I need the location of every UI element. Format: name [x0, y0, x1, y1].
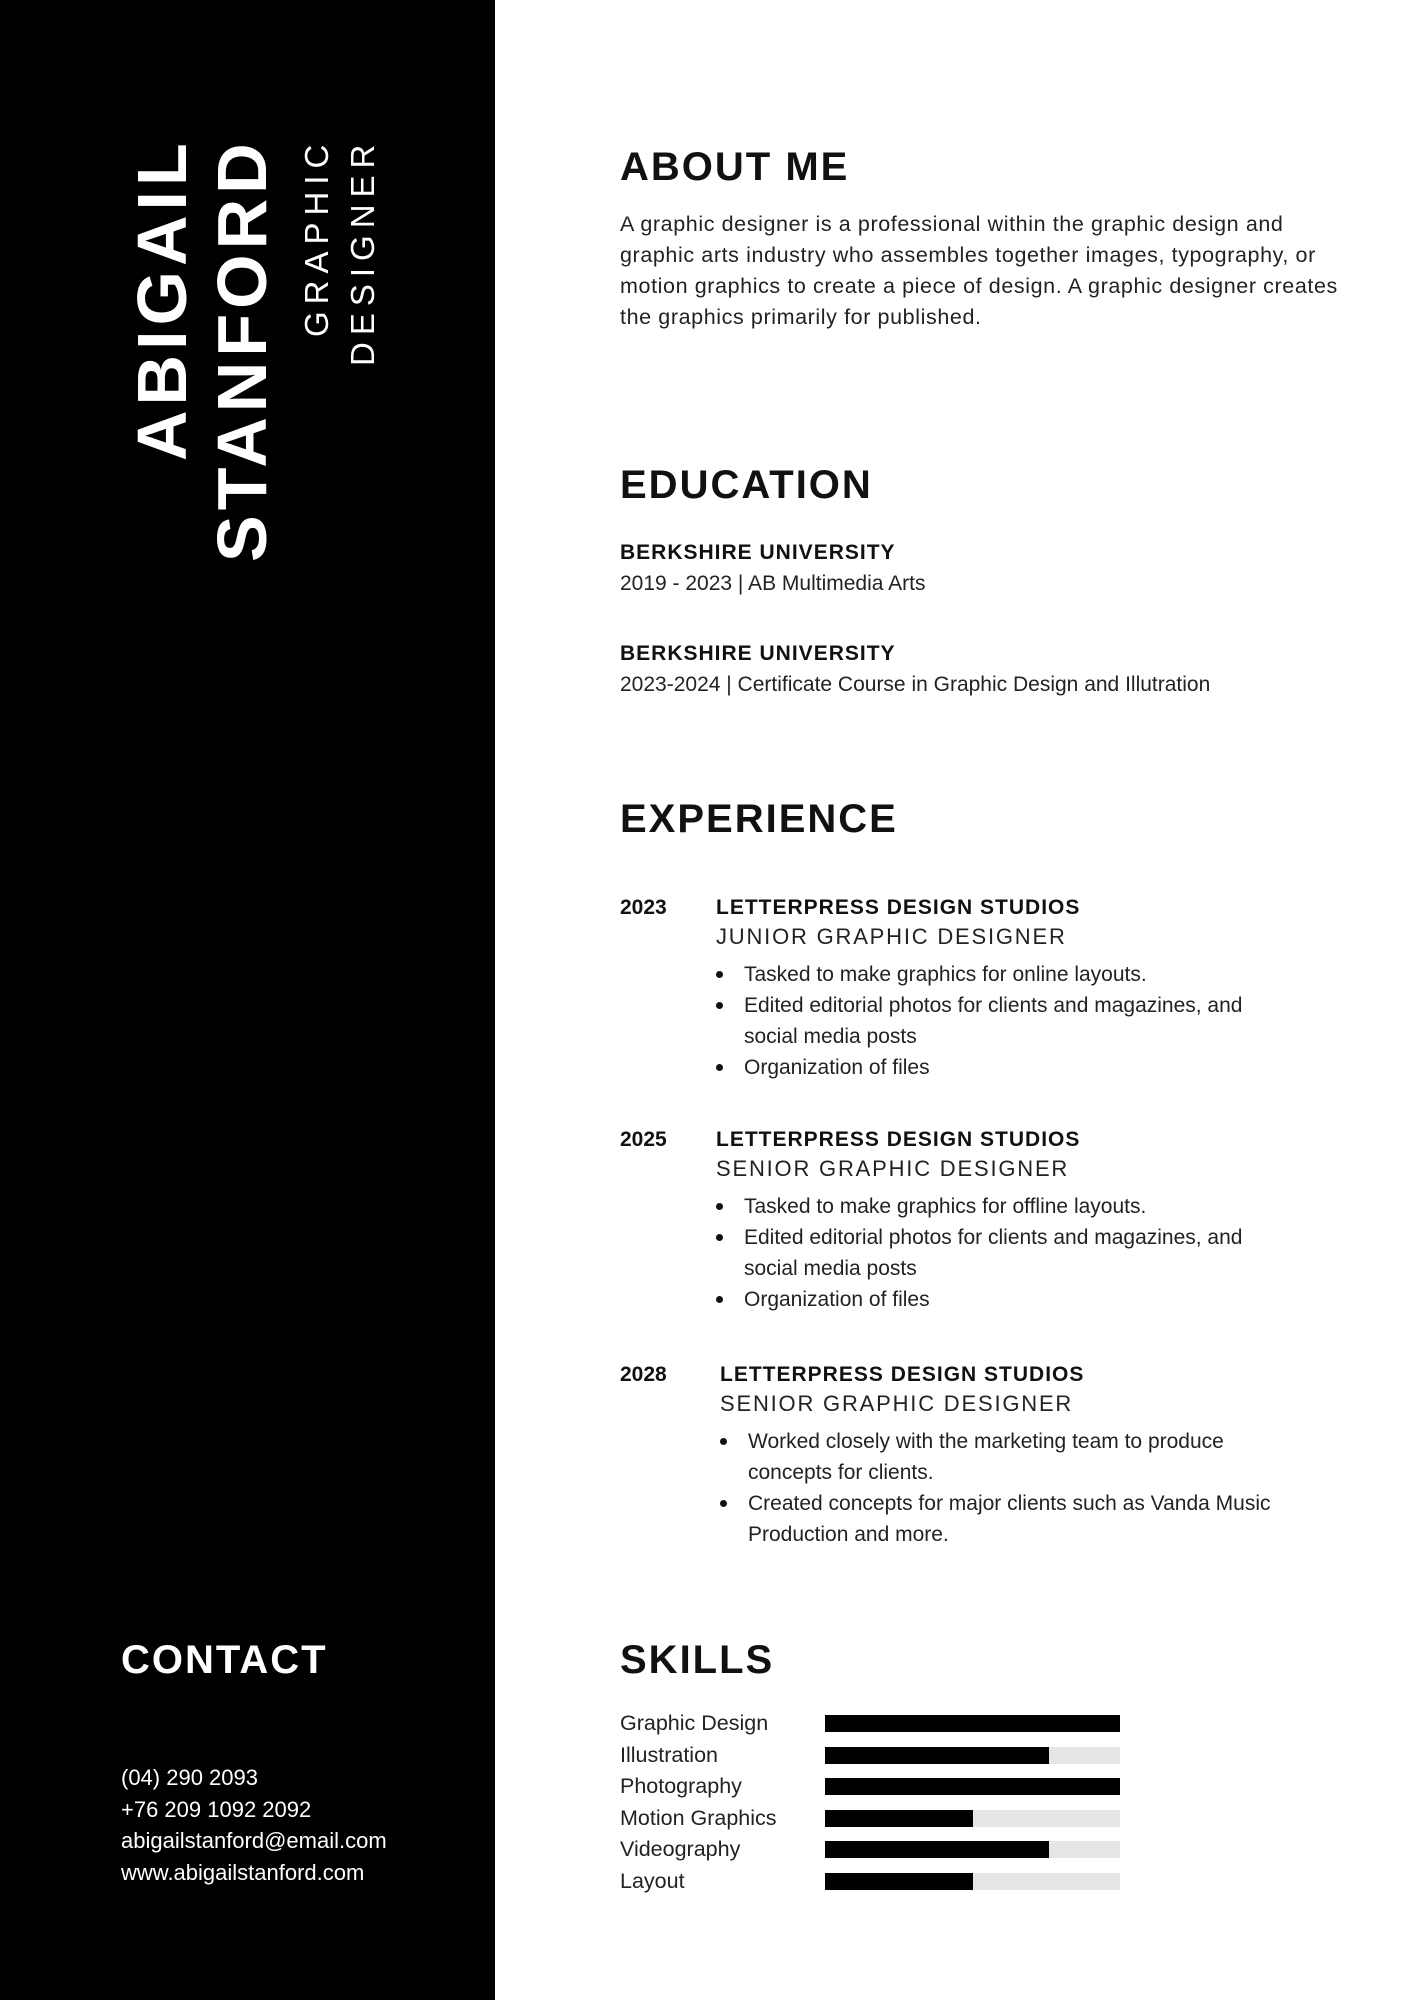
skill-row	[620, 1708, 1340, 1740]
education-section	[620, 461, 1340, 701]
experience-bullet: Organization of files	[716, 1284, 1276, 1315]
about-text: A graphic designer is a professional within the graphic design and graphic arts industry who assembles together images, typography, or motion graphics to create a piece of design. A graphic designer creates the graphics primarily for published.	[620, 212, 1338, 329]
education-detail: 2019 - 2023 | AB Multimedia Arts	[620, 572, 926, 595]
experience-item	[620, 1125, 1340, 1315]
about-section	[620, 143, 1340, 333]
experience-bullet: Tasked to make graphics for online layouts.	[716, 959, 1276, 990]
experience-year: 2028	[620, 1363, 667, 1386]
experience-bullet: Edited editorial photos for clients and magazines, and social media posts	[716, 990, 1276, 1052]
skill-bar-track	[825, 1715, 1120, 1732]
education-school: BERKSHIRE UNIVERSITY	[620, 541, 896, 564]
skill-bar-track	[825, 1810, 1120, 1827]
skill-row	[620, 1771, 1340, 1803]
job-title: GRAPHIC DESIGNER	[298, 138, 381, 367]
experience-heading: EXPERIENCE	[620, 797, 898, 841]
skill-label: Photography	[620, 1774, 742, 1799]
education-item	[620, 538, 1340, 600]
experience-section	[620, 795, 1340, 843]
skill-label: Motion Graphics	[620, 1805, 777, 1830]
last-name: STANFORD	[203, 138, 281, 562]
education-heading: EDUCATION	[620, 463, 873, 507]
experience-bullet: Tasked to make graphics for offline layouts.	[716, 1191, 1276, 1222]
skill-bar-fill	[825, 1778, 1120, 1795]
contact-list	[121, 1762, 387, 1888]
contact-email[interactable]: abigailstanford@email.com	[121, 1828, 387, 1853]
skill-bar-fill	[825, 1747, 1049, 1764]
experience-role: SENIOR GRAPHIC DESIGNER	[720, 1391, 1074, 1416]
experience-bullets	[720, 1426, 1280, 1550]
skill-row	[620, 1740, 1340, 1772]
contact-heading: CONTACT	[121, 1638, 328, 1682]
experience-bullets	[716, 959, 1276, 1083]
experience-bullet: Worked closely with the marketing team to produce concepts for clients.	[720, 1426, 1280, 1488]
about-heading: ABOUT ME	[620, 145, 850, 189]
skill-label: Graphic Design	[620, 1711, 769, 1736]
contact-phone-2: +76 209 1092 2092	[121, 1796, 312, 1822]
contact-website[interactable]: www.abigailstanford.com	[121, 1859, 365, 1885]
experience-year: 2023	[620, 896, 667, 919]
skill-bar-track	[825, 1873, 1120, 1890]
experience-company: LETTERPRESS DESIGN STUDIOS	[716, 896, 1081, 919]
experience-year: 2025	[620, 1128, 667, 1151]
experience-bullet: Organization of files	[716, 1052, 1276, 1083]
skill-bar-fill	[825, 1873, 973, 1890]
skill-row	[620, 1834, 1340, 1866]
skill-label: Layout	[620, 1868, 685, 1893]
education-detail: 2023-2024 | Certificate Course in Graphic Design and Illutration	[620, 673, 1211, 696]
first-name: ABIGAIL	[123, 138, 201, 461]
skill-bar-track	[825, 1841, 1120, 1858]
experience-role: JUNIOR GRAPHIC DESIGNER	[716, 924, 1067, 949]
skill-bar-track	[825, 1747, 1120, 1764]
experience-bullet: Created concepts for major clients such as Vanda Music Production and more.	[720, 1488, 1280, 1550]
experience-item	[620, 1360, 1340, 1550]
skills-heading: SKILLS	[620, 1638, 775, 1682]
skill-label: Illustration	[620, 1742, 718, 1767]
skills-section	[620, 1636, 1340, 1897]
skill-bar-track	[825, 1778, 1120, 1795]
experience-role: SENIOR GRAPHIC DESIGNER	[716, 1156, 1070, 1181]
name-vertical	[122, 138, 282, 608]
skill-bar-fill	[825, 1715, 1120, 1732]
experience-item	[620, 893, 1340, 1083]
skill-label: Videography	[620, 1837, 741, 1862]
education-item	[620, 639, 1340, 701]
skills-list	[620, 1708, 1340, 1897]
experience-company: LETTERPRESS DESIGN STUDIOS	[716, 1128, 1081, 1151]
experience-bullets	[716, 1191, 1276, 1315]
experience-company: LETTERPRESS DESIGN STUDIOS	[720, 1363, 1085, 1386]
contact-phone-1: (04) 290 2093	[121, 1765, 258, 1790]
skill-bar-fill	[825, 1810, 973, 1827]
skill-bar-fill	[825, 1841, 1049, 1858]
experience-bullet: Edited editorial photos for clients and magazines, and social media posts	[716, 1222, 1276, 1284]
skill-row	[620, 1866, 1340, 1898]
sidebar	[0, 0, 495, 2000]
education-school: BERKSHIRE UNIVERSITY	[620, 642, 896, 665]
skill-row	[620, 1803, 1340, 1835]
